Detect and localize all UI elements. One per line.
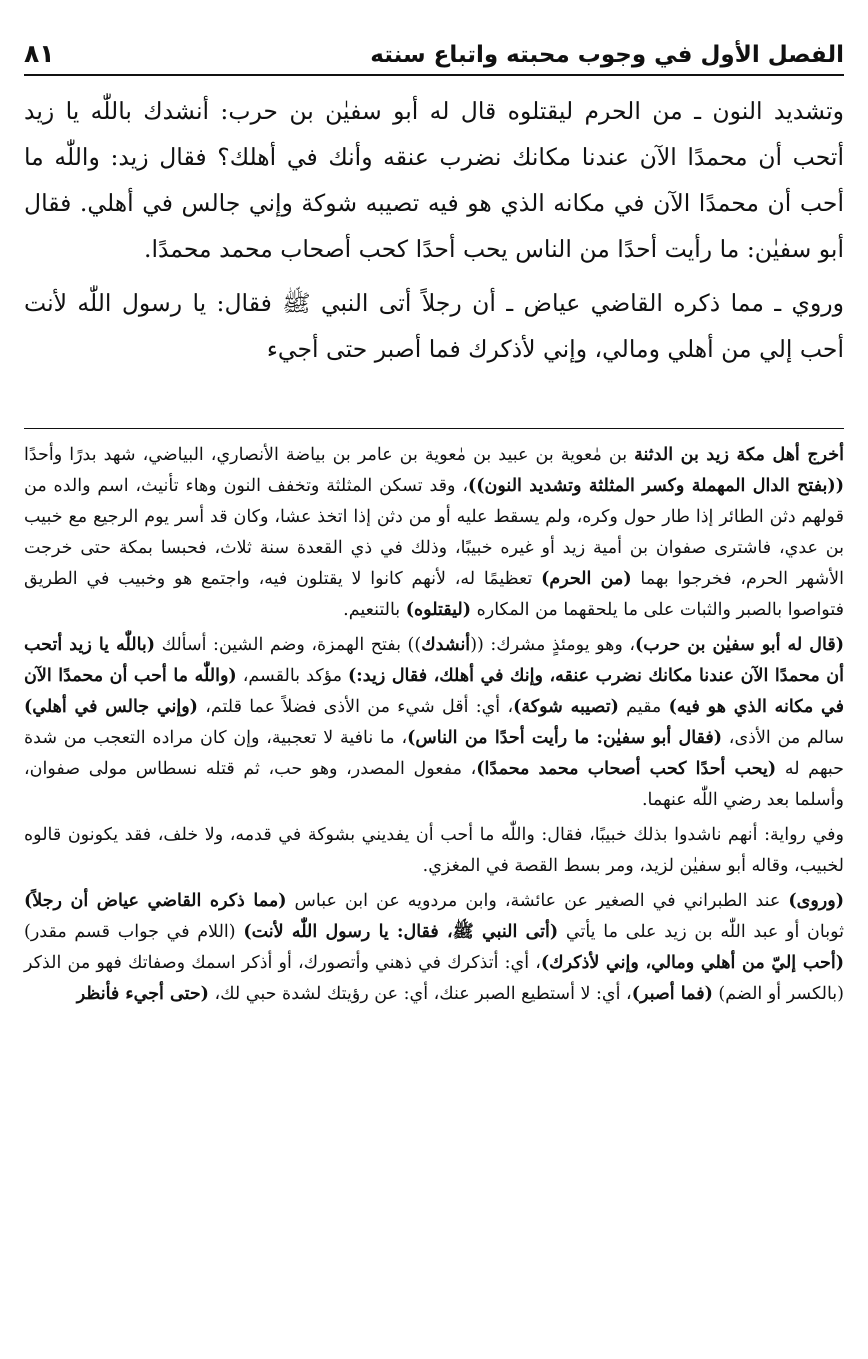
quoted-text: (واللّٰه ما أحب أن محمدًا الآن في مكانه الذي هو فيه) xyxy=(24,666,845,717)
page-number: ٨١ xyxy=(24,39,55,68)
quoted-text: (يحب أحدًا كحب أصحاب محمد محمدًا) xyxy=(476,759,777,779)
commentary-paragraph-2 xyxy=(24,630,844,816)
commentary-paragraph-3: وفي رواية: أنهم ناشدوا بذلك خبيبًا، فقال: واللّٰه ما أحب أن يفديني بشوكة في قدمه، ولا خلف، فقد يكونون قالوه لخبيب، وقاله أبو سفيٰن لزيد، ومر بسط القصة في المغزي. xyxy=(24,825,844,876)
quoted-text: (قال له أبو سفيٰن بن حرب) xyxy=(635,635,844,655)
commentary-text: ، ما نافية لا تعجبية، وإن كان مراده التعجب من شدة حبهم له xyxy=(24,728,844,779)
commentary-text: مقيم xyxy=(618,697,669,717)
commentary-text: ، أي: أقل شيء من الأذى فضلاً عما قلتم، xyxy=(197,697,514,717)
main-paragraph-1: وتشديد النون ـ من الحرم ليقتلوه قال له أبو سفيٰن بن حرب: أنشدك باللّٰه يا زيد أتحب أن محمدًا الآن عندنا مكانك نضرب عنقه وأنك في أهلك؟ فقال زيد: واللّٰه ما أحب أن محمدًا الآن في مكانه الذي هو فيه تصيبه شوكة وإني جالس في أهلي. فقال أبو سفيٰن: ما رأيت أحدًا من الناس يحب أحدًا كحب أصحاب محمد محمدًا. xyxy=(24,97,844,263)
quoted-text: (وروى) xyxy=(788,891,844,911)
commentary-text: ، وقد تسكن المثلثة وتخفف النون وهاء تأنيث، اسم والده من قولهم دثن الطائر إذا طار حول وكره، ولم يسقط عليه أو من دثن إذا اتخذ عشا، وكان قد أسر يوم الرجيع مع خبيب بن عدي، فاشترى صفوان بن أمية زيد أو غيره خبيبًا، وذلك في ذي القعدة سنة ثلاث، فحبسا بمكة حتى خرجت الأشهر الحرم، فخرجوا بهما xyxy=(24,476,844,589)
quoted-text: (فما أصبر) xyxy=(631,984,713,1004)
chapter-title: الفصل الأول في وجوب محبته واتباع سنته xyxy=(370,42,844,68)
commentary-text: بالتنعيم. xyxy=(343,600,406,620)
commentary-text: سالم من الأذى، xyxy=(722,728,844,748)
quoted-text: (فقال أبو سفيٰن: ما رأيت أحدًا من الناس) xyxy=(407,728,723,748)
quoted-text: (ليقتلوه) xyxy=(405,600,472,620)
commentary-text: تعظيمًا له، لأنهم كانوا لا يقتلون فيه، واجتمع هو وخبيب في الطريق فتواصوا بالصبر والثبات على ما يلحقهما من المكاره xyxy=(24,569,844,620)
quoted-text: (أحب إليّ من أهلي ومالي، وإني لأذكرك) xyxy=(540,953,844,973)
commentary-text: ، أي: لا أستطيع الصبر عنك، أي: عن رؤيتك لشدة حبي لك، xyxy=(208,984,632,1004)
quoted-text: (مما ذكره القاضي عياض أن رجلاً) xyxy=(24,891,287,911)
quoted-text: (حتى أجيء فأنظر xyxy=(76,984,209,1004)
quoted-text: أنشدك xyxy=(421,635,471,655)
quoted-text: أخرج أهل مكة زيد بن الدثنة xyxy=(634,445,844,465)
commentary-text: مؤكد بالقسم، xyxy=(236,666,349,686)
quoted-text: (أتى النبي ﷺ، فقال: يا رسول اللّٰه لأنت) xyxy=(243,922,559,942)
commentary-text: )) بفتح الهمزة، وضم الشين: أسألك xyxy=(155,635,422,655)
commentary-text: (اللام في جواب قسم مقدر) xyxy=(24,922,244,942)
quoted-text: (باللّٰه يا زيد أتحب أن محمدًا الآن عندنا مكانك نضرب عنقه، وإنك في أهلك، فقال زيد:) xyxy=(24,635,844,686)
commentary-text: ، أي: أتذكرك في ذهني وأتصورك، أو أذكر اسمك وصفاتك فهو من الذكر (بالكسر أو الضم) xyxy=(24,953,844,1004)
main-text xyxy=(24,88,844,380)
commentary-text: ثوبان أو عبد اللّٰه بن زيد على ما يأتي xyxy=(558,922,845,942)
commentary-paragraph-4 xyxy=(24,886,844,1010)
footnote-divider xyxy=(24,428,844,429)
commentary-text: ، وهو يومئذٍ مشرك: (( xyxy=(470,635,636,655)
commentary-text: عند الطبراني في الصغير عن عائشة، وابن مردويه عن ابن عباس xyxy=(286,891,789,911)
running-header xyxy=(24,26,844,76)
commentary-text: ، مفعول المصدر، وهو حب، ثم قتله نسطاس مولى صفوان، وأسلما بعد رضي اللّٰه عنهما. xyxy=(24,759,844,810)
quoted-text: (وإني جالس في أهلي) xyxy=(24,697,198,717)
quoted-text: (من الحرم) xyxy=(541,569,632,589)
commentary-text: بن مٰعوية بن عبيد بن مٰعوية بن عامر بن بياضة الأنصاري، البياضي، شهد بدرًا وأحدًا xyxy=(24,445,635,465)
commentary-paragraph-1 xyxy=(24,440,844,626)
quoted-text: (تصيبه شوكة) xyxy=(513,697,619,717)
quoted-text: ((بفتح الدال المهملة وكسر المثلثة وتشديد النون)) xyxy=(467,476,844,496)
main-paragraph-2: وروي ـ مما ذكره القاضي عياض ـ أن رجلاً أتى النبي ﷺ فقال: يا رسول اللّٰه لأنت أحب إلي من أهلي ومالي، وإني لأذكرك فما أصبر حتى أجيء xyxy=(24,289,844,363)
commentary xyxy=(24,440,844,1014)
